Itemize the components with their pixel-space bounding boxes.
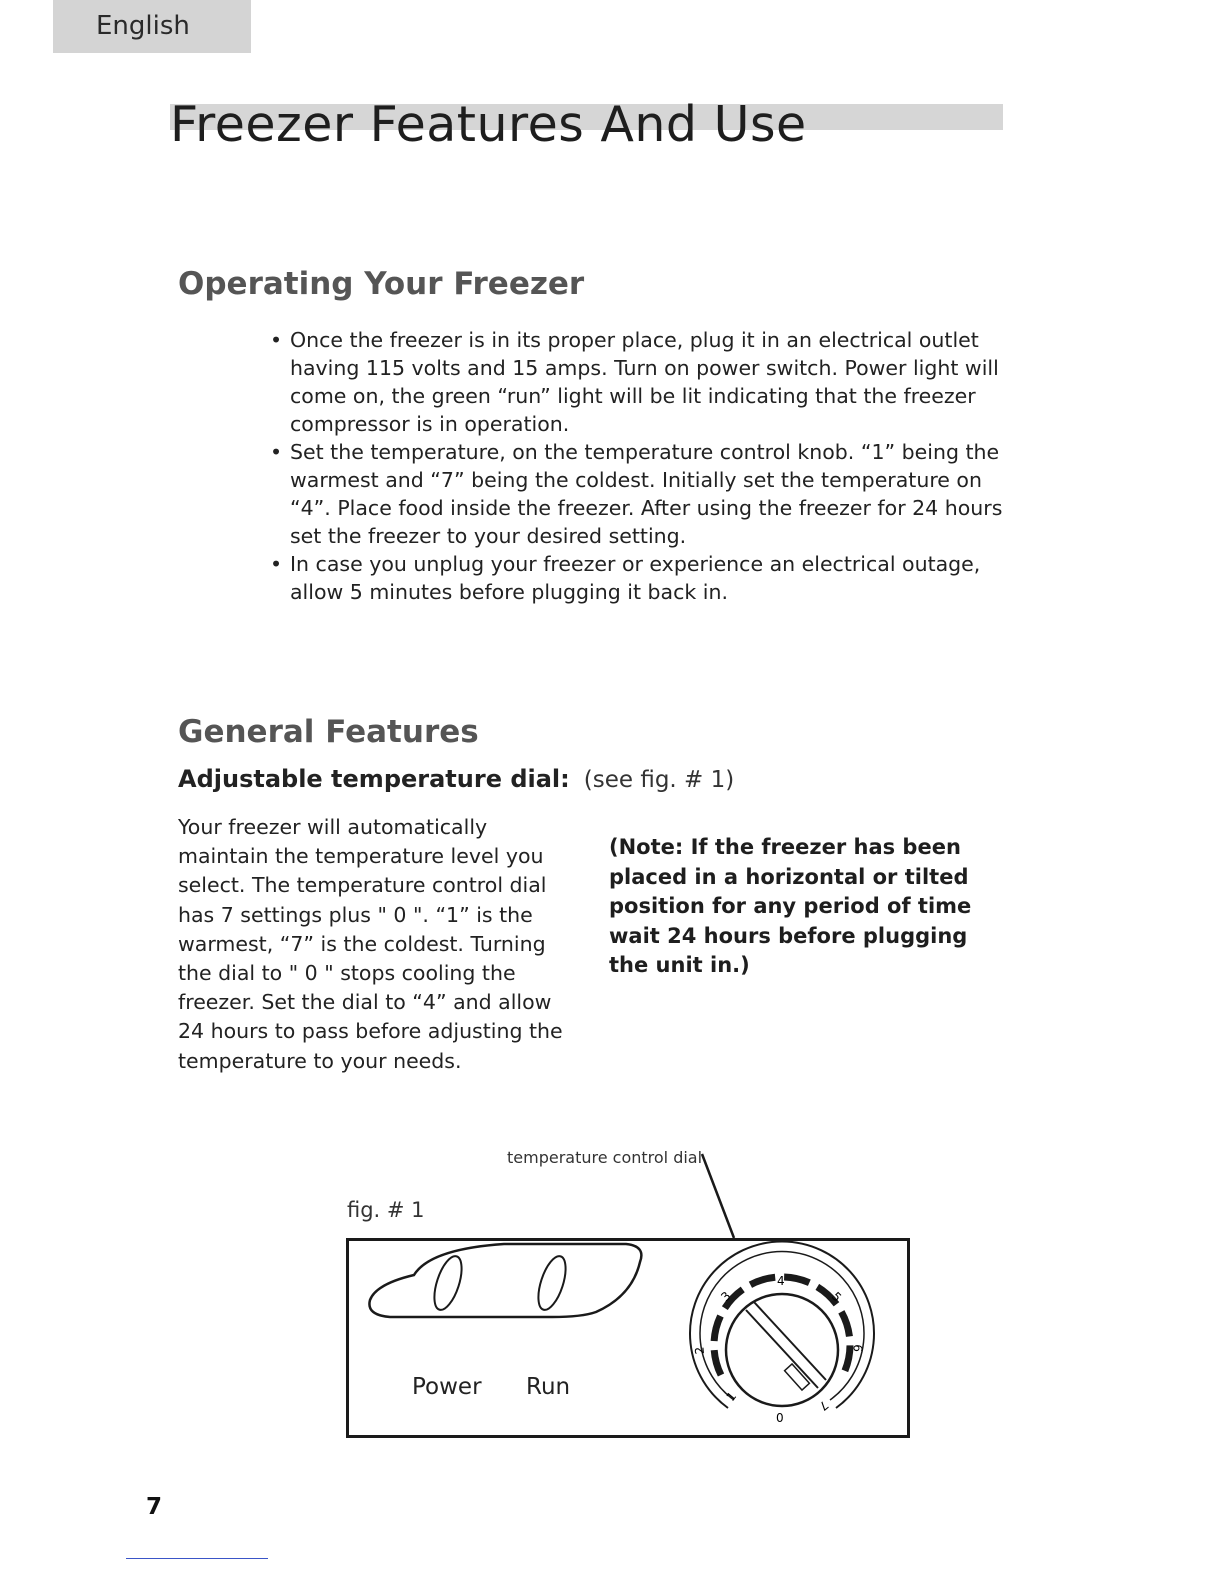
- figure-label: fig. # 1: [347, 1198, 425, 1222]
- section-heading-operating: Operating Your Freezer: [178, 266, 585, 302]
- power-light-icon: [429, 1253, 467, 1313]
- dial-number-4: 4: [777, 1274, 785, 1288]
- list-item: • Set the temperature, on the temperature control knob. “1” being the warmest and “7” being the coldest. Initially set the temperature on “4”. Place food inside the freezer. After using the freezer for 24 hours set the freezer to your desired setting.: [268, 438, 1008, 550]
- dial-number-7: 7: [816, 1397, 832, 1414]
- dial-number-1: 1: [723, 1389, 740, 1404]
- page-number: 7: [146, 1494, 163, 1520]
- dial-caption: temperature control dial: [507, 1148, 703, 1167]
- dial-description: Your freezer will automatically maintain the temperature level you select. The temperature control dial has 7 settings plus " 0 ". “1” is the warmest, “7” is the coldest. Turning the dial to " 0 " stops cooling the freezer. Set the dial to “4” and allow 24 hours to pass before adjusting the temperature to your needs.: [178, 815, 563, 1073]
- power-label: Power: [412, 1374, 482, 1400]
- note-text: (Note: If the freezer has been placed in a horizontal or tilted position for any period of time wait 24 hours before plugging the unit in.): [609, 835, 972, 977]
- dial-number-6: 6: [850, 1343, 865, 1353]
- dial-number-2: 2: [692, 1346, 707, 1355]
- footer-rule: [126, 1558, 268, 1559]
- operating-bullet-list: [268, 326, 1008, 606]
- list-item: • Once the freezer is in its proper place, plug it in an electrical outlet having 115 volts and 15 amps. Turn on power switch. Power light will come on, the green “run” light will be lit indicating that the freezer compressor is in operation.: [268, 326, 1008, 438]
- dial-number-0: 0: [776, 1411, 784, 1425]
- dial-subheading-title: Adjustable temperature dial:: [178, 765, 570, 793]
- run-label: Run: [526, 1374, 571, 1400]
- language-tab: English: [53, 0, 251, 53]
- dial-number-5: 5: [828, 1289, 845, 1305]
- list-item: • In case you unplug your freezer or experience an electrical outage, allow 5 minutes before plugging it back in.: [268, 550, 1008, 606]
- section-heading-general: General Features: [178, 714, 479, 750]
- indicator-light-housing: [369, 1244, 641, 1317]
- caption-leader-line: [702, 1154, 734, 1238]
- dial-subheading: [178, 765, 734, 793]
- figure-reference: (see fig. # 1): [583, 767, 735, 793]
- run-light-icon: [533, 1253, 571, 1313]
- dial-number-3: 3: [718, 1288, 734, 1305]
- page-title: Freezer Features And Use: [170, 96, 807, 153]
